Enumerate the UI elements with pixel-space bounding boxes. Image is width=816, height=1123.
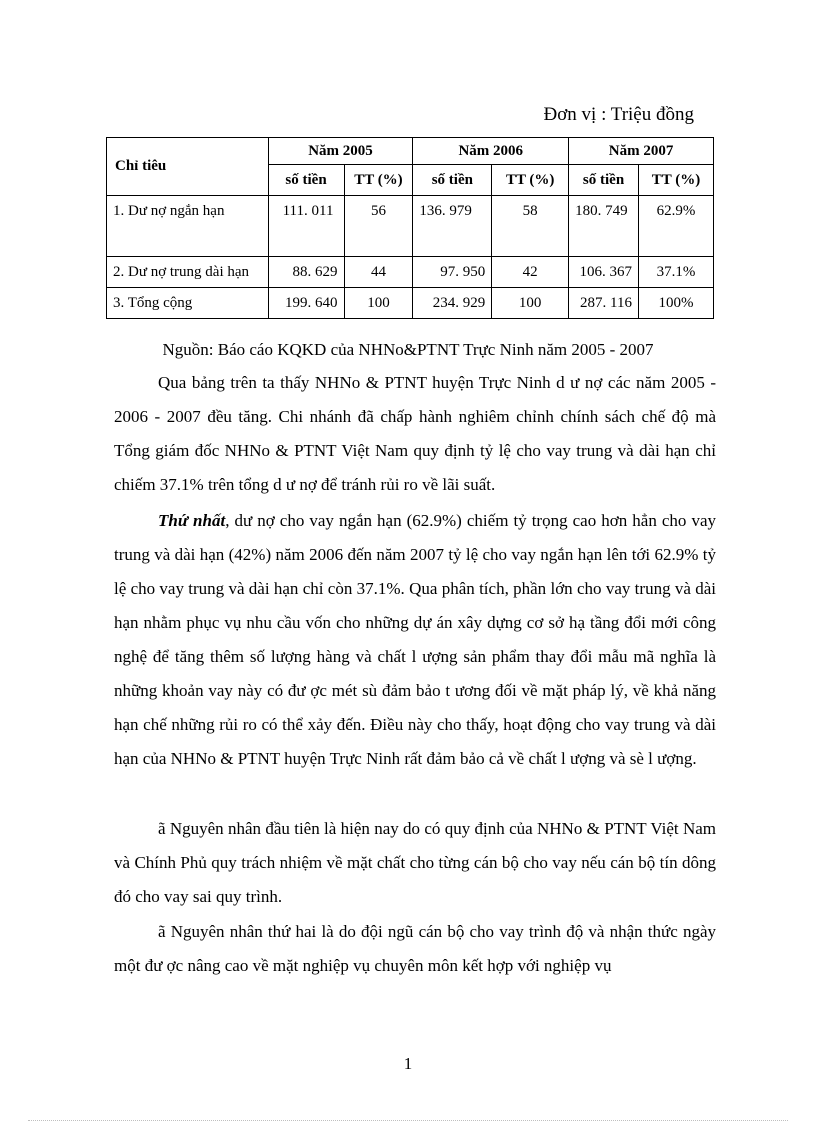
paragraph — [114, 812, 716, 914]
sub-header: số tiền — [268, 165, 344, 196]
row-label: 3. Tổng cộng — [107, 288, 269, 319]
table-cell: 58 — [492, 196, 569, 257]
table-cell: 62.9% — [639, 196, 714, 257]
table-cell: 56 — [344, 196, 413, 257]
table-cell: 37.1% — [639, 257, 714, 288]
table-cell: 100 — [344, 288, 413, 319]
page-border-divider — [28, 1120, 788, 1121]
paragraph-text: ã Nguyên nhân đầu tiên là hiện nay do có quy định của NHNo & PTNT Việt Nam và Chính Phủ quy trách nhiệm về mặt chất cho từng cán bộ cho vay nếu cán bộ tín dông đó cho vay sai quy trình. — [114, 819, 716, 906]
table-cell: 106. 367 — [569, 257, 639, 288]
row-label: 1. Dư nợ ngắn hạn — [107, 196, 269, 257]
source-note: Nguồn: Báo cáo KQKD của NHNo&PTNT Trực Ninh năm 2005 - 2007 — [162, 340, 654, 359]
sub-header: số tiền — [413, 165, 492, 196]
table-cell: 44 — [344, 257, 413, 288]
table-cell: 100% — [639, 288, 714, 319]
paragraph — [114, 366, 716, 502]
table-cell: 199. 640 — [268, 288, 344, 319]
table-cell: 100 — [492, 288, 569, 319]
header-label: Chỉ tiêu — [107, 138, 269, 196]
table-cell: 42 — [492, 257, 569, 288]
loan-table — [106, 137, 714, 319]
paragraph — [114, 504, 716, 776]
table-cell: 136. 979 — [413, 196, 492, 257]
paragraph-lead: Thứ nhất — [158, 511, 226, 530]
table-cell: 287. 116 — [569, 288, 639, 319]
table-cell: 234. 929 — [413, 288, 492, 319]
row-label: 2. Dư nợ trung dài hạn — [107, 257, 269, 288]
year-header: Năm 2005 — [268, 138, 413, 165]
table-header-row — [107, 138, 714, 165]
paragraph-text: , dư nợ cho vay ngắn hạn (62.9%) chiếm tỷ trọng cao hơn hẳn cho vay trung và dài hạn (42%) năm 2006 đến năm 2007 tỷ lệ cho vay ngắn hạn lên tới 62.9% tỷ lệ cho vay trung và dài hạn chỉ còn 37.1%. Qua phân tích, phần lớn cho vay trung và dài hạn nhằm phục vụ nhu cầu vốn cho những dự án xây dựng cơ sở hạ tầng đổi mới công nghệ để tăng thêm số lượng hàng và chất l ượng sản phẩm thay đổi mẫu mã nghĩa là những khoản vay này có đư ợc mét sù đảm bảo t ương đối về mặt pháp lý, về khả năng hạn chế những rủi ro có thể xảy đến. Điều này cho thấy, hoạt động cho vay trung và dài hạn của NHNo & PTNT huyện Trực Ninh rất đảm bảo cả về chất l ượng và sè l ượng. — [114, 511, 717, 768]
table-cell: 97. 950 — [413, 257, 492, 288]
sub-header: TT (%) — [492, 165, 569, 196]
table-cell: 111. 011 — [268, 196, 344, 257]
table-row — [107, 288, 714, 319]
year-header: Năm 2006 — [413, 138, 569, 165]
table-cell: 88. 629 — [268, 257, 344, 288]
table-row — [107, 257, 714, 288]
paragraph — [114, 915, 716, 983]
page-number: 1 — [403, 1054, 413, 1073]
table-row — [107, 196, 714, 257]
table-cell: 180. 749 — [569, 196, 639, 257]
paragraph-text: ã Nguyên nhân thứ hai là do đội ngũ cán bộ cho vay trình độ và nhận thức ngày một đư ợc nâng cao về mặt nghiệp vụ chuyên môn kết hợp với nghiệp vụ — [114, 922, 716, 975]
paragraph-text: Qua bảng trên ta thấy NHNo & PTNT huyện Trực Ninh d ư nợ các năm 2005 - 2006 - 2007 đều tăng. Chi nhánh đã chấp hành nghiêm chỉnh chính sách chế độ mà Tổng giám đốc NHNo & PTNT Việt Nam quy định tỷ lệ cho vay trung và dài hạn chỉ chiếm 37.1% trên tổng d ư nợ để tránh rủi ro về lãi suất. — [114, 373, 716, 494]
unit-label: Đơn vị : Triệu đồng — [543, 104, 694, 125]
sub-header: TT (%) — [344, 165, 413, 196]
year-header: Năm 2007 — [569, 138, 714, 165]
sub-header: số tiền — [569, 165, 639, 196]
sub-header: TT (%) — [639, 165, 714, 196]
